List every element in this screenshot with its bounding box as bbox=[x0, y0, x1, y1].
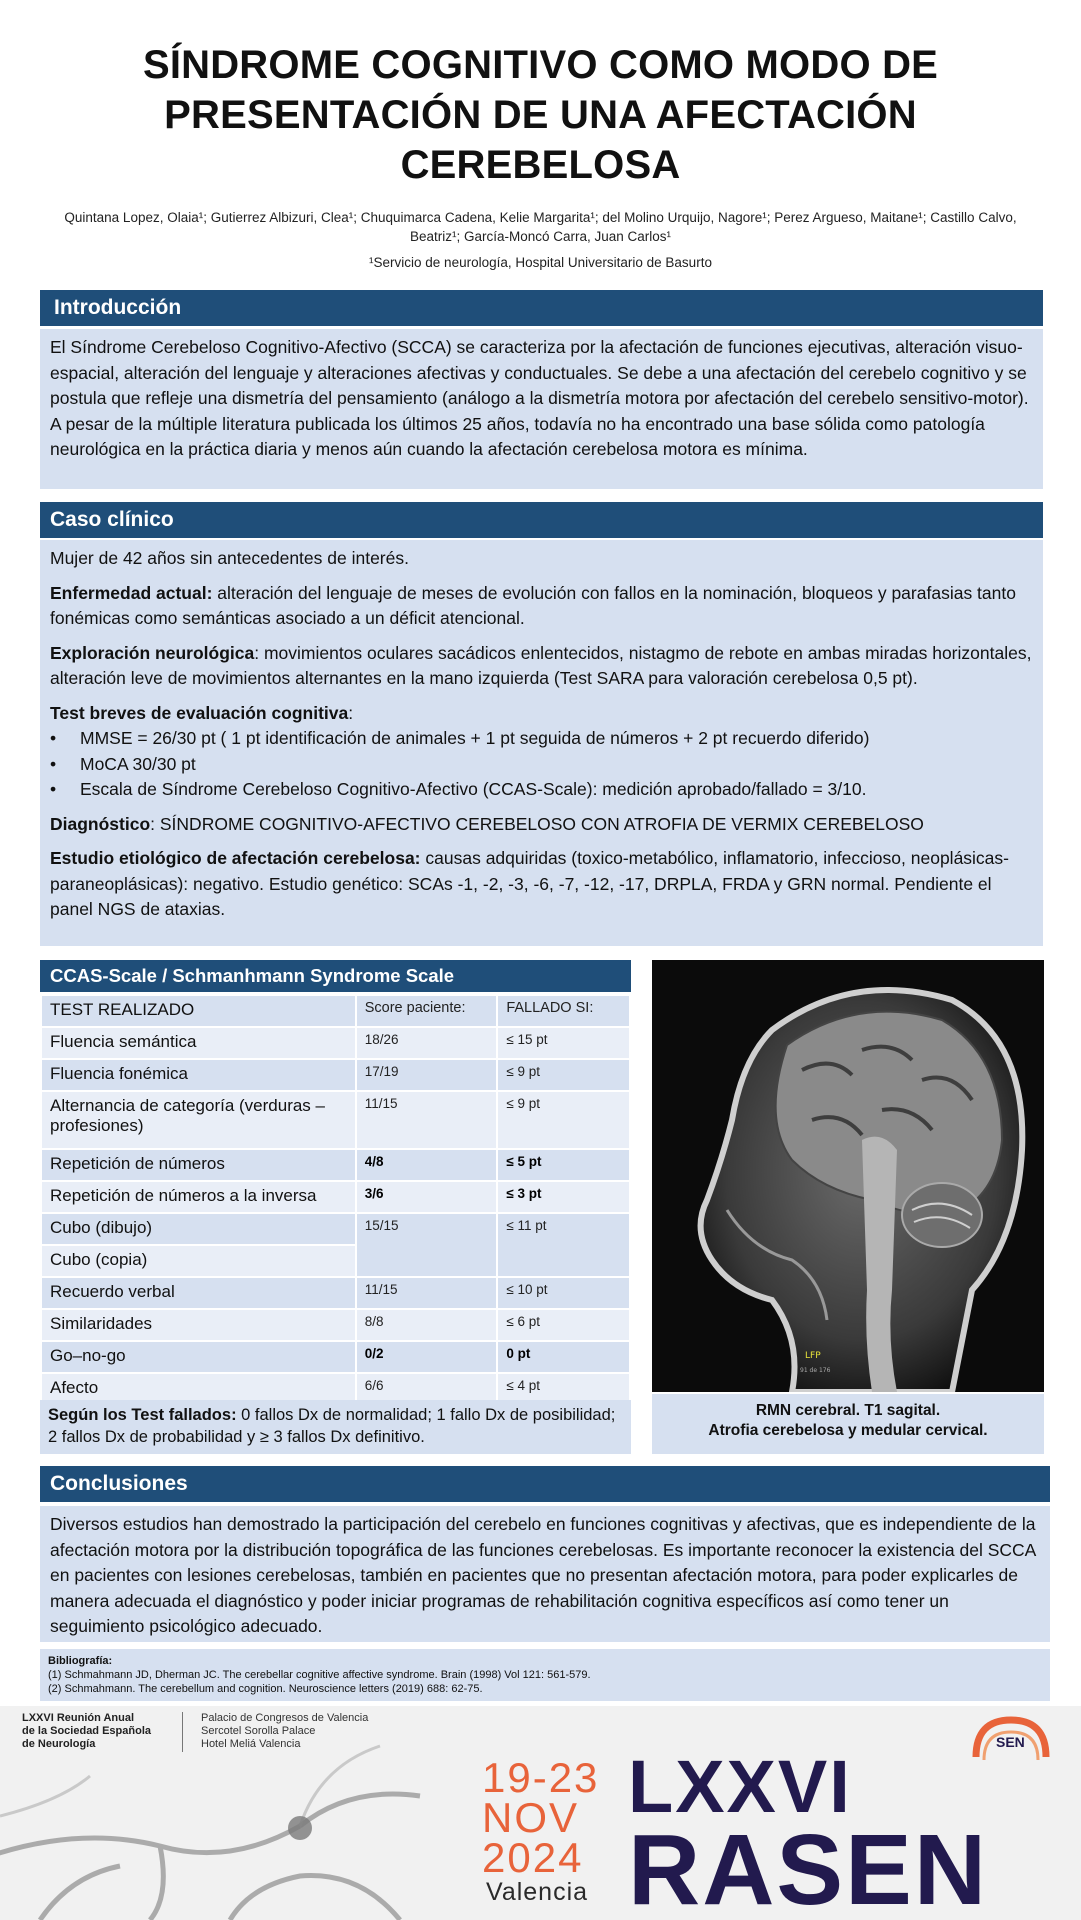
case-enfermedad-actual bbox=[50, 581, 1033, 632]
table-note-text: 0 fallos Dx de normalidad; 1 fallo Dx de posibilidad; 2 fallos Dx de probabilidad y ≥ 3 fallos Dx definitivo. bbox=[48, 1406, 616, 1446]
cell-score: 8/8 bbox=[356, 1309, 498, 1341]
table-row bbox=[41, 1341, 630, 1373]
bibliography-ref: (1) Schmahmann JD, Dherman JC. The cerebellar cognitive affective syndrome. Brain (1998) Vol 121: 561-579. bbox=[48, 1669, 591, 1681]
venue-line: Palacio de Congresos de Valencia bbox=[201, 1712, 369, 1724]
caso-clinico-body bbox=[40, 540, 1043, 946]
cell-fail: ≤ 6 pt bbox=[497, 1309, 630, 1341]
brand-lxxvi: LXXVI bbox=[628, 1745, 852, 1828]
cell-fail: 0 pt bbox=[497, 1341, 630, 1373]
case-diagnostico bbox=[50, 812, 1033, 838]
table-note bbox=[40, 1400, 631, 1454]
sen-logo-text: SEN bbox=[996, 1734, 1025, 1750]
cell-fail: ≤ 3 pt bbox=[497, 1181, 630, 1213]
mri-caption-line2: Atrofia cerebelosa y medular cervical. bbox=[708, 1422, 988, 1439]
table-header-row bbox=[41, 995, 630, 1027]
cell-test: Cubo (dibujo) bbox=[41, 1213, 356, 1245]
cell-test: Repetición de números a la inversa bbox=[41, 1181, 356, 1213]
venue-list bbox=[201, 1712, 368, 1751]
bibliography-title: Bibliografía: bbox=[48, 1655, 113, 1667]
list-item: • MoCA 30/30 pt bbox=[50, 752, 1033, 778]
brand-rasen: RASEN bbox=[628, 1814, 989, 1920]
cell-test: Alternancia de categoría (verduras – profesiones) bbox=[41, 1091, 356, 1149]
text-estudio: causas adquiridas (toxico-metabólico, inflamatorio, infeccioso, neoplásicas-paraneoplásicas): negativo. Estudio genético: SCAs -1, -2, -3, -6, -7, -12, -17, DRPLA, FRDA y GRN normal. Pendiente el panel NGS de ataxias. bbox=[50, 848, 1009, 919]
case-estudio bbox=[50, 846, 1033, 923]
list-item: • MMSE = 26/30 pt ( 1 pt identificación de animales + 1 pt seguida de números + 2 pt recuerdo diferido) bbox=[50, 726, 1033, 752]
congress-dates bbox=[482, 1754, 600, 1881]
cell-test: Go–no-go bbox=[41, 1341, 356, 1373]
text-diagnostico: : SÍNDROME COGNITIVO-AFECTIVO CEREBELOSO CON ATROFIA DE VERMIX CEREBELOSO bbox=[150, 813, 924, 834]
cell-test: Cubo (copia) bbox=[41, 1245, 356, 1277]
cell-test: Afecto bbox=[41, 1373, 356, 1405]
dates-line: 19-23 bbox=[482, 1754, 600, 1801]
cell-test: Fluencia fonémica bbox=[41, 1059, 356, 1091]
congress-banner bbox=[0, 1706, 1081, 1920]
cell-fail: ≤ 9 pt bbox=[497, 1059, 630, 1091]
cell-test: Recuerdo verbal bbox=[41, 1277, 356, 1309]
cell-fail: ≤ 15 pt bbox=[497, 1027, 630, 1059]
cell-fail: ≤ 9 pt bbox=[497, 1091, 630, 1149]
dates-line: NOV bbox=[482, 1794, 580, 1841]
bibliography-ref: (2) Schmahmann. The cerebellum and cognition. Neuroscience letters (2019) 688: 62-75. bbox=[48, 1683, 483, 1695]
ccas-table bbox=[40, 994, 631, 1406]
col-header-fail: FALLADO SI: bbox=[497, 995, 630, 1027]
table-row bbox=[41, 1149, 630, 1181]
case-patient: Mujer de 42 años sin antecedentes de interés. bbox=[50, 548, 409, 568]
cell-score: 17/19 bbox=[356, 1059, 498, 1091]
mri-image bbox=[652, 960, 1044, 1392]
table-row bbox=[41, 1277, 630, 1309]
cell-score: 4/8 bbox=[356, 1149, 498, 1181]
section-heading-conclusiones: Conclusiones bbox=[40, 1466, 1050, 1502]
cell-score: 11/15 bbox=[356, 1277, 498, 1309]
cell-fail: ≤ 4 pt bbox=[497, 1373, 630, 1405]
mri-caption bbox=[652, 1394, 1044, 1454]
col-header-test: TEST REALIZADO bbox=[41, 995, 356, 1027]
table-note-label: Según los Test fallados: bbox=[48, 1406, 237, 1424]
cell-score: 18/26 bbox=[356, 1027, 498, 1059]
society-name bbox=[22, 1712, 151, 1751]
cell-fail: ≤ 11 pt bbox=[497, 1213, 630, 1277]
authors: Quintana Lopez, Olaia¹; Gutierrez Albizuri, Clea¹; Chuquimarca Cadena, Kelie Margarita¹; del Molino Urquijo, Nagore¹; Perez Argueso, Maitane¹; Castillo Calvo, Beatriz¹; García-Moncó Carra, Juan Carlos¹ bbox=[64, 210, 1017, 244]
poster-title: SÍNDROME COGNITIVO COMO MODO DE PRESENTACIÓN DE UNA AFECTACIÓN CEREBELOSA bbox=[142, 43, 939, 187]
text-enfermedad-actual: alteración del lenguaje de meses de evolución con fallos en la nominación, bloqueos y parafasias tanto fonémicas como semánticas asociado a un déficit atencional. bbox=[50, 582, 1016, 628]
cell-fail: ≤ 10 pt bbox=[497, 1277, 630, 1309]
section-heading-introduccion: Introducción bbox=[40, 290, 1043, 326]
society-line: LXXVI Reunión Anual bbox=[22, 1712, 135, 1724]
venue-line: Sercotel Sorolla Palace bbox=[201, 1725, 316, 1737]
col-header-score: Score paciente: bbox=[356, 995, 498, 1027]
table-row bbox=[41, 1027, 630, 1059]
cell-test: Similaridades bbox=[41, 1309, 356, 1341]
case-exploracion bbox=[50, 641, 1033, 692]
table-row bbox=[41, 1181, 630, 1213]
introduccion-text: El Síndrome Cerebeloso Cognitivo-Afectivo (SCCA) se caracteriza por la afectación de funciones ejecutivas, alteración visuo-espacial, alteración del lenguaje y alteraciones afectivas y conductuales. Se debe a una afectación del cerebelo cognitivo y se postula que refleje una dismetría del pensamiento (análogo a la dismetría motora por afectación del cerebelo sensitivo-motor). A pesar de la múltiple literatura publicada los últimos 25 años, todavía no ha encontrado una base sólida como patología neurológica en la práctica diaria y menos aún cuando la afectación cerebelosa motora es mínima. bbox=[40, 329, 1043, 489]
label-diagnostico: Diagnóstico bbox=[50, 813, 151, 834]
table-row bbox=[41, 1309, 630, 1341]
mri-slice: 91 de 176 bbox=[800, 1367, 831, 1374]
cell-fail: ≤ 5 pt bbox=[497, 1149, 630, 1181]
dates-line: 2024 bbox=[482, 1834, 584, 1881]
label-enfermedad-actual: Enfermedad actual: bbox=[50, 582, 213, 603]
mri-label: LFP bbox=[805, 1351, 821, 1361]
section-heading-caso-clinico: Caso clínico bbox=[40, 502, 1043, 538]
cell-test: Repetición de números bbox=[41, 1149, 356, 1181]
table-row bbox=[41, 1059, 630, 1091]
table-row bbox=[41, 1213, 630, 1245]
label-exploracion: Exploración neurológica bbox=[50, 642, 255, 663]
society-line: de la Sociedad Española bbox=[22, 1725, 151, 1737]
test-list bbox=[50, 726, 1033, 803]
bibliography bbox=[40, 1649, 1050, 1701]
list-item: • Escala de Síndrome Cerebeloso Cognitivo-Afectivo (CCAS-Scale): medición aprobado/fallado = 3/10. bbox=[50, 777, 1033, 803]
text-exploracion: : movimientos oculares sacádicos enlentecidos, nistagmo de rebote en ambas miradas horizontales, alteración leve de movimientos alternantes en la mano izquierda (Test SARA para valoración cerebelosa 0,5 pt). bbox=[50, 642, 1032, 688]
cell-score: 6/6 bbox=[356, 1373, 498, 1405]
table-row bbox=[41, 1091, 630, 1149]
label-test-colon: : bbox=[348, 702, 354, 723]
mri-caption-line1: RMN cerebral. T1 sagital. bbox=[755, 1402, 941, 1419]
cell-score: 15/15 bbox=[356, 1213, 498, 1277]
society-line: de Neurología bbox=[22, 1738, 96, 1750]
venue-line: Hotel Meliá Valencia bbox=[201, 1738, 301, 1750]
case-test-breves bbox=[50, 701, 1033, 727]
footer-divider bbox=[182, 1712, 183, 1752]
mri-sagittal-illustration bbox=[652, 960, 1044, 1392]
label-estudio: Estudio etiológico de afectación cerebelosa: bbox=[50, 848, 421, 868]
congress-city: Valencia bbox=[486, 1878, 589, 1906]
label-test-breves: Test breves de evaluación cognitiva bbox=[50, 702, 349, 723]
conclusiones-text: Diversos estudios han demostrado la participación del cerebelo en funciones cognitivas y afectivas, que es independiente de la afectación motora por la distribución topográfica de las funciones cerebelosas. Es importante reconocer la existencia del SCCA en pacientes con lesiones cerebelosas, también en pacientes que no presentan afectación motora, para poder explicarles de manera adecuada el diagnóstico y poder iniciar programas de rehabilitación cognitiva específicos así como tener un seguimiento psicológico adecuado. bbox=[40, 1506, 1050, 1642]
cell-test: Fluencia semántica bbox=[41, 1027, 356, 1059]
cell-score: 3/6 bbox=[356, 1181, 498, 1213]
cell-score: 0/2 bbox=[356, 1341, 498, 1373]
cell-score: 11/15 bbox=[356, 1091, 498, 1149]
table-heading: CCAS-Scale / Schmanhmann Syndrome Scale bbox=[40, 960, 631, 992]
affiliation: ¹Servicio de neurología, Hospital Universitario de Basurto bbox=[369, 255, 712, 270]
